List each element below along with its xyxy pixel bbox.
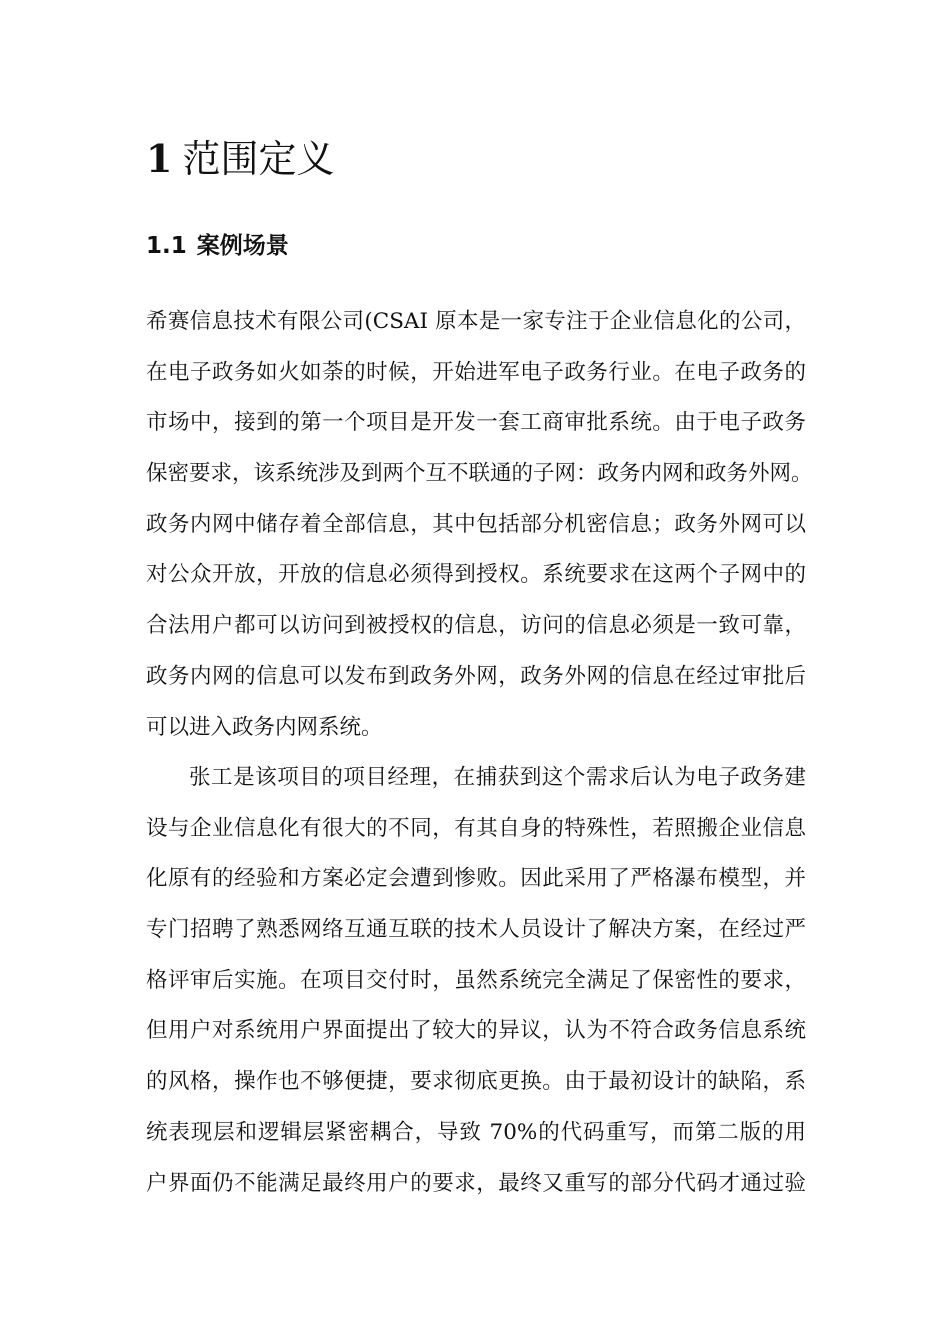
section-heading — [146, 134, 334, 184]
paragraph-line: 但用户对系统用户界面提出了较大的异议，认为不符合政务信息系统 — [146, 1018, 806, 1044]
paragraph-line: 在电子政务如火如荼的时候，开始进军电子政务行业。在电子政务的 — [146, 359, 806, 385]
subsection-title: 案例场景 — [196, 233, 289, 259]
paragraph-line: 保密要求，该系统涉及到两个互不联通的子网：政务内网和政务外网。 — [146, 461, 813, 487]
paragraph-line: 政务内网的信息可以发布到政务外网，政务外网的信息在经过审批后 — [146, 663, 806, 689]
subsection-number: 1.1 — [146, 233, 187, 259]
section-number: 1 — [146, 136, 173, 181]
section-title: 范围定义 — [182, 137, 335, 181]
paragraph-line: 的风格，操作也不够便捷，要求彻底更换。由于最初设计的缺陷，系 — [146, 1069, 806, 1095]
paragraph-line: 户界面仍不能满足最终用户的要求，最终又重写的部分代码才通过验 — [146, 1170, 806, 1196]
paragraph-line: 设与企业信息化有很大的不同，有其自身的特殊性，若照搬企业信息 — [146, 815, 806, 841]
paragraph-line: 可以进入政务内网系统。 — [146, 714, 383, 740]
paragraph-line: 希赛信息技术有限公司(CSAI 原本是一家专注于企业信息化的公司， — [146, 309, 806, 334]
paragraph-line: 张工是该项目的项目经理，在捕获到这个需求后认为电子政务建 — [189, 765, 806, 790]
paragraph-line: 市场中，接到的第一个项目是开发一套工商审批系统。由于电子政务 — [146, 410, 806, 436]
paragraph-line: 政务内网中储存着全部信息，其中包括部分机密信息；政务外网可以 — [146, 511, 806, 537]
paragraph-line: 格评审后实施。在项目交付时，虽然系统完全满足了保密性的要求， — [146, 967, 806, 993]
paragraph-line: 对公众开放，开放的信息必须得到授权。系统要求在这两个子网中的 — [146, 562, 806, 588]
subsection-heading — [146, 228, 289, 264]
paragraph-2 — [146, 753, 806, 1209]
paragraph-1 — [146, 297, 813, 753]
paragraph-line: 专门招聘了熟悉网络互通互联的技术人员设计了解决方案，在经过严 — [146, 917, 806, 943]
paragraph-line: 统表现层和逻辑层紧密耦合，导致 70%的代码重写，而第二版的用 — [146, 1119, 806, 1145]
paragraph-line: 合法用户都可以访问到被授权的信息，访问的信息必须是一致可靠， — [146, 613, 806, 639]
paragraph-line: 化原有的经验和方案必定会遭到惨败。因此采用了严格瀑布模型，并 — [146, 866, 806, 892]
